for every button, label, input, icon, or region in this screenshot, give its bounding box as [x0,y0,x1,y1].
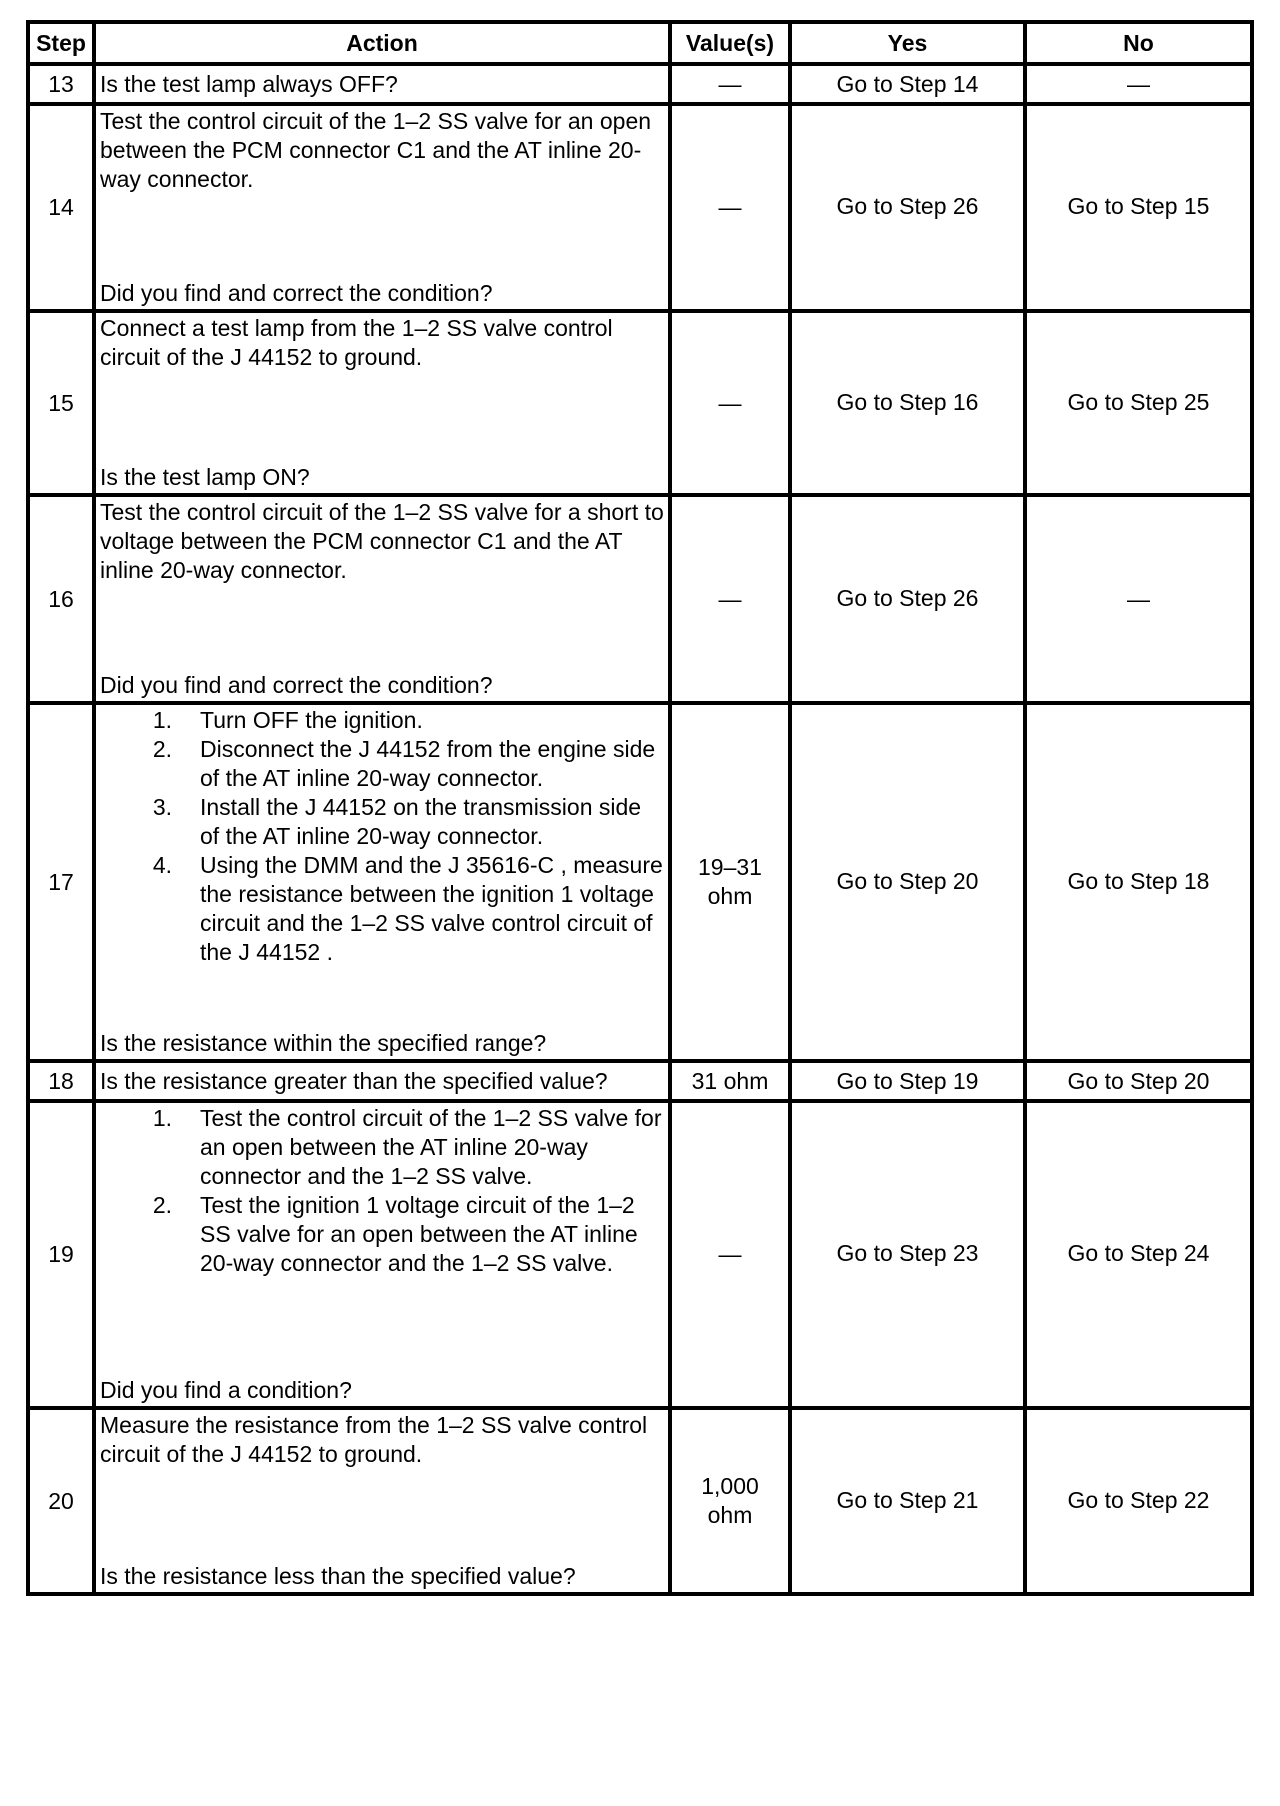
step-number: 17 [28,703,94,1061]
value-line: 19–31 [698,854,762,880]
value-cell: — [670,104,790,311]
header-values: Value(s) [670,22,790,64]
action-text: Measure the resistance from the 1–2 SS valve control circuit of the J 44152 to ground. [100,1412,648,1467]
action-question: Is the test lamp ON? [100,464,310,490]
table-row [28,64,1252,104]
step-number: 15 [28,311,94,495]
action-question: Is the resistance less than the specified value? [100,1563,576,1589]
no-cell: Go to Step 22 [1025,1408,1252,1594]
step-number: 18 [28,1061,94,1101]
action-question: Did you find a condition? [100,1377,352,1403]
value-cell [670,1408,790,1594]
action-cell [94,311,670,495]
no-cell: — [1025,64,1252,104]
value-unit: ohm [707,883,753,909]
procedure-list [100,705,664,967]
step-number: 20 [28,1408,94,1594]
header-row [28,22,1252,64]
step-number: 13 [28,64,94,104]
value-unit: ohm [707,1502,753,1528]
table-row [28,703,1252,1061]
value-cell: — [670,64,790,104]
diagnostic-table [26,20,1254,1596]
action-question: Is the resistance within the specified range? [100,1030,547,1056]
header-step: Step [28,22,94,64]
table-row [28,1101,1252,1408]
header-yes: Yes [790,22,1025,64]
list-item: 2. Disconnect the J 44152 from the engine side of the AT inline 20-way connector. [152,736,656,791]
procedure-list [100,1103,664,1278]
step-number: 16 [28,495,94,703]
action-text: Is the test lamp always OFF? [94,64,670,104]
no-cell: Go to Step 20 [1025,1061,1252,1101]
value-cell: — [670,495,790,703]
no-cell: Go to Step 15 [1025,104,1252,311]
no-cell: — [1025,495,1252,703]
action-text: Is the resistance greater than the specified value? [94,1061,670,1101]
header-no: No [1025,22,1252,64]
yes-cell: Go to Step 14 [790,64,1025,104]
yes-cell: Go to Step 26 [790,104,1025,311]
action-text: Test the control circuit of the 1–2 SS valve for an open between the PCM connector C1 and the AT inline 20-way connector. [100,108,652,192]
table-row [28,1061,1252,1101]
yes-cell: Go to Step 26 [790,495,1025,703]
yes-cell: Go to Step 19 [790,1061,1025,1101]
yes-cell: Go to Step 16 [790,311,1025,495]
action-text: Connect a test lamp from the 1–2 SS valve control circuit of the J 44152 to ground. [100,315,613,370]
header-action: Action [94,22,670,64]
action-cell [94,495,670,703]
action-cell [94,1101,670,1408]
yes-cell: Go to Step 20 [790,703,1025,1061]
list-item: 2. Test the ignition 1 voltage circuit of the 1–2 SS valve for an open between the AT inline 20-way connector and the 1–2 SS valve. [152,1192,638,1276]
value-cell: — [670,1101,790,1408]
step-number: 14 [28,104,94,311]
list-item: 1. Test the control circuit of the 1–2 SS valve for an open between the AT inline 20-way connector and the 1–2 SS valve. [152,1105,662,1189]
value-line: 1,000 [701,1473,759,1499]
action-cell [94,703,670,1061]
action-text: Test the control circuit of the 1–2 SS valve for a short to voltage between the PCM connector C1 and the AT inline 20-way connector. [100,499,664,583]
no-cell: Go to Step 24 [1025,1101,1252,1408]
value-cell [670,703,790,1061]
table-row [28,311,1252,495]
table-row [28,104,1252,311]
no-cell: Go to Step 25 [1025,311,1252,495]
list-item: 1. Turn OFF the ignition. [152,707,423,733]
step-number: 19 [28,1101,94,1408]
table-row [28,495,1252,703]
action-cell [94,104,670,311]
value-cell: 31 ohm [670,1061,790,1101]
action-cell [94,1408,670,1594]
list-item: 4. Using the DMM and the J 35616-C , measure the resistance between the ignition 1 voltage circuit and the 1–2 SS valve control circuit of the J 44152 . [152,852,663,965]
value-cell: — [670,311,790,495]
list-item: 3. Install the J 44152 on the transmission side of the AT inline 20-way connector. [152,794,642,849]
table-row [28,1408,1252,1594]
action-question: Did you find and correct the condition? [100,672,493,698]
yes-cell: Go to Step 21 [790,1408,1025,1594]
no-cell: Go to Step 18 [1025,703,1252,1061]
action-question: Did you find and correct the condition? [100,280,493,306]
yes-cell: Go to Step 23 [790,1101,1025,1408]
